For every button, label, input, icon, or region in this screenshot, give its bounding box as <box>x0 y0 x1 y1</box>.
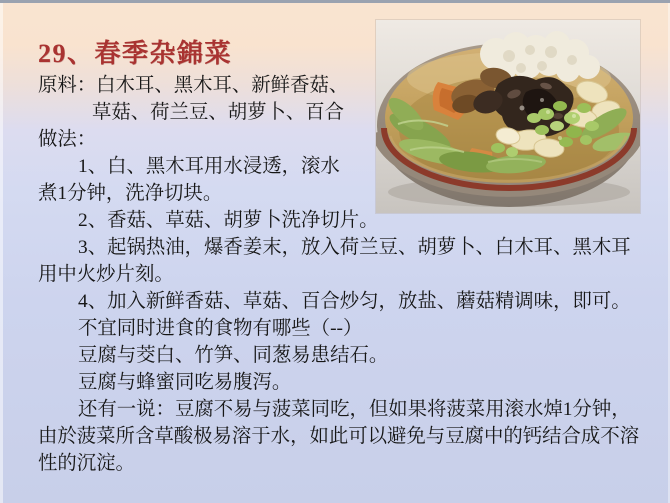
text-line-note3: 还有一说：豆腐不易与菠菜同吃，但如果将菠菜用滚水焯1分钟， <box>78 399 631 420</box>
text-line-step3-cont: 用中火炒片刻。 <box>38 264 174 285</box>
text-line-step3: 3、起锅热油，爆香姜末，放入荷兰豆、胡萝卜、白木耳、黑木耳 <box>78 237 631 258</box>
text-line-note3-end: 性的沉淀。 <box>38 453 135 474</box>
text-line-note3-cont: 由於菠菜所含草酸极易溶于水，如此可以避免与豆腐中的钙结合成不溶 <box>38 426 640 447</box>
text-line-note-heading: 不宜同时进食的食物有哪些（--） <box>78 318 363 339</box>
text-line-note2: 豆腐与蜂蜜同吃易腹泻。 <box>78 372 292 393</box>
slide-title: 29、春季杂錦菜 <box>38 39 233 68</box>
recipe-text <box>38 72 662 477</box>
text-line-step2: 2、香菇、草菇、胡萝卜洗净切片。 <box>78 210 379 231</box>
text-line-step1: 1、白、黑木耳用水浸透，滚水 <box>78 156 340 177</box>
top-border-bar <box>0 0 670 3</box>
left-edge-highlight <box>0 3 3 503</box>
text-line-method-label: 做法： <box>38 129 97 150</box>
text-line-note1: 豆腐与茭白、竹笋、同葱易患结石。 <box>78 345 389 366</box>
text-line-ingredients-cont: 草菇、荷兰豆、胡萝卜、百合 <box>92 102 345 123</box>
text-line-step4: 4、加入新鲜香菇、草菇、百合炒匀，放盐、蘑菇精调味，即可。 <box>78 291 631 312</box>
text-line-step1-cont: 煮1分钟，洗净切块。 <box>38 183 223 204</box>
text-line-ingredients: 原料：白木耳、黑木耳、新鲜香菇、 <box>38 75 349 96</box>
